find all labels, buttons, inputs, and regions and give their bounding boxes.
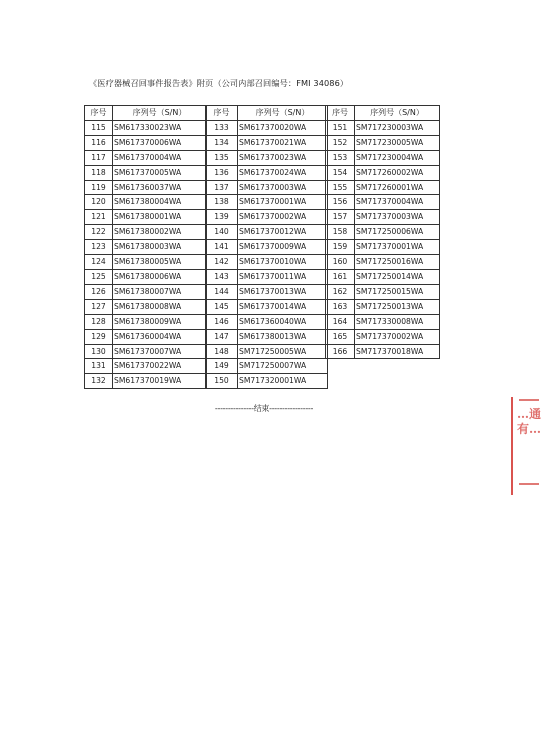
header-serial-number: 序列号（S/N） — [238, 106, 328, 121]
sequence-number-cell: 132 — [85, 374, 113, 389]
table-row — [85, 255, 207, 270]
sequence-number-cell: 146 — [206, 314, 238, 329]
sequence-number-cell: 153 — [326, 150, 355, 165]
table-row — [326, 120, 440, 135]
serial-number-cell: SM717370003WA — [355, 210, 440, 225]
sequence-number-cell: 150 — [206, 374, 238, 389]
sequence-number-cell: 163 — [326, 299, 355, 314]
sequence-number-cell: 121 — [85, 210, 113, 225]
table-row — [85, 195, 207, 210]
sequence-number-cell: 161 — [326, 269, 355, 284]
serial-table-2 — [205, 105, 328, 389]
table-row — [85, 374, 207, 389]
serial-number-cell: SM617370011WA — [238, 269, 328, 284]
table-row — [206, 195, 328, 210]
sequence-number-cell: 164 — [326, 314, 355, 329]
end-marker: ---------------结束----------------- — [214, 404, 314, 413]
sequence-number-cell: 141 — [206, 240, 238, 255]
serial-number-cell: SM717370002WA — [355, 329, 440, 344]
sequence-number-cell: 151 — [326, 120, 355, 135]
serial-number-cell: SM617360037WA — [113, 180, 207, 195]
sequence-number-cell: 122 — [85, 225, 113, 240]
serial-number-cell: SM617380004WA — [113, 195, 207, 210]
document-title: 《医疗器械召回事件报告表》附页（公司内部召回编号：FMI 34086） — [89, 78, 349, 88]
table-row — [326, 165, 440, 180]
sequence-number-cell: 149 — [206, 359, 238, 374]
table-row — [206, 374, 328, 389]
serial-number-cell: SM617370014WA — [238, 299, 328, 314]
table-row — [326, 284, 440, 299]
serial-number-cell: SM717330008WA — [355, 314, 440, 329]
serial-number-cell: SM717250005WA — [238, 344, 328, 359]
table-row — [326, 195, 440, 210]
serial-number-cell: SM717250013WA — [355, 299, 440, 314]
table-row — [85, 329, 207, 344]
sequence-number-cell: 159 — [326, 240, 355, 255]
serial-number-cell: SM617370024WA — [238, 165, 328, 180]
table-row — [85, 120, 207, 135]
table-row — [326, 240, 440, 255]
sequence-number-cell: 135 — [206, 150, 238, 165]
serial-number-cell: SM617330023WA — [113, 120, 207, 135]
header-serial-number: 序列号（S/N） — [355, 106, 440, 121]
sequence-number-cell: 152 — [326, 135, 355, 150]
table-row — [206, 329, 328, 344]
sequence-number-cell: 126 — [85, 284, 113, 299]
serial-number-cell: SM617370006WA — [113, 135, 207, 150]
serial-number-cell: SM717370001WA — [355, 240, 440, 255]
serial-number-cell: SM617370007WA — [113, 344, 207, 359]
serial-number-cell: SM717260002WA — [355, 165, 440, 180]
sequence-number-cell: 115 — [85, 120, 113, 135]
table-row — [85, 210, 207, 225]
serial-number-cell: SM717230005WA — [355, 135, 440, 150]
sequence-number-cell: 155 — [326, 180, 355, 195]
table-row — [206, 240, 328, 255]
serial-number-cell: SM617370001WA — [238, 195, 328, 210]
serial-number-cell: SM717320001WA — [238, 374, 328, 389]
sequence-number-cell: 116 — [85, 135, 113, 150]
sequence-number-cell: 137 — [206, 180, 238, 195]
sequence-number-cell: 127 — [85, 299, 113, 314]
table-row — [326, 255, 440, 270]
serial-number-cell: SM617360040WA — [238, 314, 328, 329]
sequence-number-cell: 119 — [85, 180, 113, 195]
serial-number-cell: SM617370009WA — [238, 240, 328, 255]
table-row — [326, 225, 440, 240]
serial-number-cell: SM617370021WA — [238, 135, 328, 150]
sequence-number-cell: 130 — [85, 344, 113, 359]
serial-number-cell: SM617360004WA — [113, 329, 207, 344]
serial-number-cell: SM717230003WA — [355, 120, 440, 135]
serial-number-cell: SM717250015WA — [355, 284, 440, 299]
sequence-number-cell: 145 — [206, 299, 238, 314]
table-row — [85, 165, 207, 180]
serial-number-cell: SM617370020WA — [238, 120, 328, 135]
sequence-number-cell: 124 — [85, 255, 113, 270]
serial-number-cell: SM617380013WA — [238, 329, 328, 344]
serial-number-cell: SM617380002WA — [113, 225, 207, 240]
table-row — [326, 180, 440, 195]
sequence-number-cell: 147 — [206, 329, 238, 344]
serial-number-cell: SM617380007WA — [113, 284, 207, 299]
serial-number-cell: SM617370012WA — [238, 225, 328, 240]
table-row — [326, 269, 440, 284]
sequence-number-cell: 158 — [326, 225, 355, 240]
sequence-number-cell: 157 — [326, 210, 355, 225]
sequence-number-cell: 138 — [206, 195, 238, 210]
table-row — [326, 210, 440, 225]
table-row — [206, 359, 328, 374]
table-row — [85, 314, 207, 329]
table-row — [85, 284, 207, 299]
serial-number-cell: SM717370004WA — [355, 195, 440, 210]
serial-table-3 — [325, 105, 440, 359]
sequence-number-cell: 143 — [206, 269, 238, 284]
sequence-number-cell: 144 — [206, 284, 238, 299]
sequence-number-cell: 129 — [85, 329, 113, 344]
serial-number-cell: SM617370019WA — [113, 374, 207, 389]
header-sequence-number: 序号 — [206, 106, 238, 121]
serial-number-cell: SM617370022WA — [113, 359, 207, 374]
table-row — [85, 240, 207, 255]
table-row — [206, 210, 328, 225]
serial-number-cell: SM717250014WA — [355, 269, 440, 284]
sequence-number-cell: 140 — [206, 225, 238, 240]
table-row — [85, 299, 207, 314]
header-serial-number: 序列号（S/N） — [113, 106, 207, 121]
table-row — [206, 120, 328, 135]
serial-number-cell: SM717250007WA — [238, 359, 328, 374]
table-row — [206, 255, 328, 270]
sequence-number-cell: 148 — [206, 344, 238, 359]
sequence-number-cell: 125 — [85, 269, 113, 284]
serial-number-cell: SM617370003WA — [238, 180, 328, 195]
serial-number-cell: SM617370004WA — [113, 150, 207, 165]
sequence-number-cell: 154 — [326, 165, 355, 180]
table-row — [85, 269, 207, 284]
header-sequence-number: 序号 — [326, 106, 355, 121]
sequence-number-cell: 134 — [206, 135, 238, 150]
header-sequence-number: 序号 — [85, 106, 113, 121]
sequence-number-cell: 120 — [85, 195, 113, 210]
serial-number-cell: SM617370005WA — [113, 165, 207, 180]
sequence-number-cell: 165 — [326, 329, 355, 344]
table-row — [85, 344, 207, 359]
serial-number-cell: SM617370023WA — [238, 150, 328, 165]
sequence-number-cell: 160 — [326, 255, 355, 270]
table-row — [326, 299, 440, 314]
serial-number-cell: SM617380009WA — [113, 314, 207, 329]
sequence-number-cell: 123 — [85, 240, 113, 255]
table-row — [85, 135, 207, 150]
serial-table-1 — [84, 105, 207, 389]
stamp-text: …通有… — [517, 407, 542, 436]
table-row — [326, 135, 440, 150]
sequence-number-cell: 142 — [206, 255, 238, 270]
serial-number-cell: SM617380005WA — [113, 255, 207, 270]
table-row — [206, 180, 328, 195]
serial-number-cell: SM617380003WA — [113, 240, 207, 255]
table-row — [85, 180, 207, 195]
serial-number-cell: SM617380008WA — [113, 299, 207, 314]
table-row — [206, 344, 328, 359]
table-row — [206, 165, 328, 180]
table-row — [85, 225, 207, 240]
sequence-number-cell: 128 — [85, 314, 113, 329]
serial-number-cell: SM717260001WA — [355, 180, 440, 195]
table-row — [206, 299, 328, 314]
table-row — [326, 329, 440, 344]
serial-number-cell: SM617370013WA — [238, 284, 328, 299]
serial-number-cell: SM617370002WA — [238, 210, 328, 225]
table-header-row — [326, 106, 440, 121]
serial-number-cell: SM717230004WA — [355, 150, 440, 165]
table-row — [85, 359, 207, 374]
table-row — [206, 314, 328, 329]
sequence-number-cell: 166 — [326, 344, 355, 359]
serial-number-cell: SM617370010WA — [238, 255, 328, 270]
sequence-number-cell: 162 — [326, 284, 355, 299]
red-stamp-fragment — [511, 397, 545, 495]
sequence-number-cell: 133 — [206, 120, 238, 135]
serial-number-cell: SM617380001WA — [113, 210, 207, 225]
sequence-number-cell: 136 — [206, 165, 238, 180]
serial-number-cell: SM717370018WA — [355, 344, 440, 359]
table-row — [206, 284, 328, 299]
table-row — [206, 135, 328, 150]
table-row — [85, 150, 207, 165]
table-row — [326, 314, 440, 329]
sequence-number-cell: 117 — [85, 150, 113, 165]
serial-number-cell: SM717250016WA — [355, 255, 440, 270]
table-header-row — [85, 106, 207, 121]
serial-number-cell: SM617380006WA — [113, 269, 207, 284]
table-row — [326, 344, 440, 359]
table-row — [326, 150, 440, 165]
sequence-number-cell: 156 — [326, 195, 355, 210]
sequence-number-cell: 118 — [85, 165, 113, 180]
table-row — [206, 150, 328, 165]
serial-number-cell: SM717250006WA — [355, 225, 440, 240]
table-row — [206, 225, 328, 240]
sequence-number-cell: 139 — [206, 210, 238, 225]
table-row — [206, 269, 328, 284]
sequence-number-cell: 131 — [85, 359, 113, 374]
table-header-row — [206, 106, 328, 121]
